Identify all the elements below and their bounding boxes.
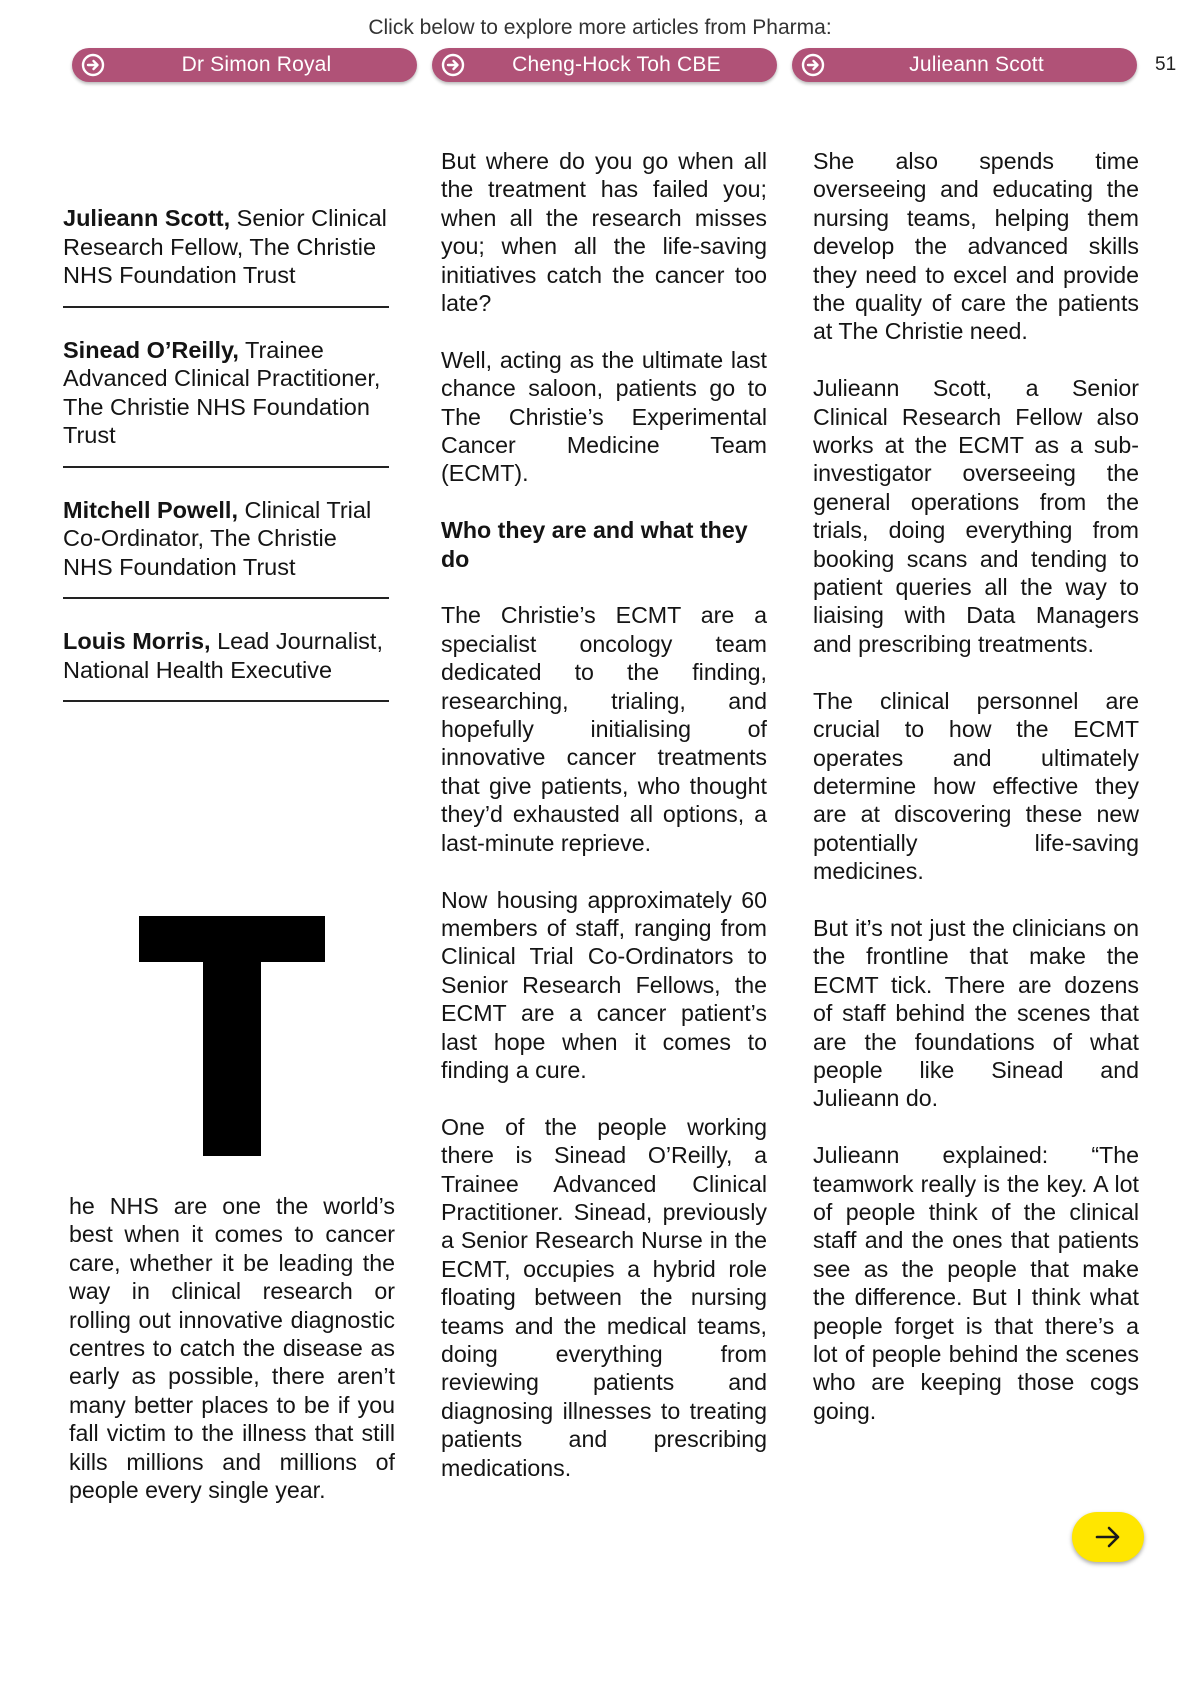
nav-button-label: Dr Simon Royal <box>181 53 332 76</box>
byline-name: Louis Morris, <box>63 628 211 654</box>
arrow-right-circle-icon <box>801 53 825 77</box>
nav-button-dr-simon-royal[interactable] <box>72 48 417 82</box>
byline-name: Julieann Scott, <box>63 205 231 231</box>
section-heading: Who they are and what they do <box>441 517 748 572</box>
nav-button-julieann-scott[interactable] <box>792 48 1137 82</box>
nav-button-cheng-hock-toh[interactable] <box>432 48 777 82</box>
article-paragraph: The clinical personnel are crucial to how the ECMT operates and ultimately determine how effective they are at discovering these new potentially life-saving medicines. <box>813 687 1139 885</box>
article-paragraph: But it’s not just the clinicians on the frontline that make the ECMT tick. There are dozens of staff behind the scenes that are the foundations of what people like Sinead and Julieann do. <box>813 914 1139 1112</box>
article-paragraph: Now housing approximately 60 members of staff, ranging from Clinical Trial Co-Ordinators to Senior Research Fellows, the ECMT are a cancer patient’s last hope when it comes to finding a cure. <box>441 886 767 1083</box>
arrow-right-icon <box>1094 1523 1122 1551</box>
arrow-right-circle-icon <box>81 53 105 77</box>
article-paragraph: The Christie’s ECMT are a specialist oncology team dedicated to the finding, researching, trialing, and hopefully initialising of innovative cancer treatments that give patients, who thought they’d exhausted all options, a last-minute reprieve. <box>441 602 767 856</box>
byline-name: Sinead O’Reilly, <box>63 336 239 363</box>
nav-button-label: Julieann Scott <box>909 53 1044 76</box>
next-page-button[interactable] <box>1072 1512 1144 1562</box>
page-number: 51 <box>1155 54 1177 75</box>
byline-role: Clinical Trial Co-Ordinator, The Christie NHS Foundation Trust <box>63 496 372 580</box>
article-paragraph: Julieann Scott, a Senior Clinical Research Fellow also works at the ECMT as a sub-investigator overseeing the general operations from the trials, doing everything from booking scans and tending to patient queries all the way to liaising with Data Managers and prescribing treatments. <box>813 375 1139 657</box>
article-column-1 <box>69 1192 395 1533</box>
byline-louis-morris <box>63 621 389 702</box>
byline-role: Trainee Advanced Clinical Practitioner, The Christie NHS Foundation Trust <box>63 336 381 448</box>
byline-role: Lead Journalist, National Health Executive <box>63 628 383 683</box>
drop-cap-letter <box>139 916 325 1156</box>
article-paragraph: he NHS are one the world’s best when it comes to cancer care, whether it be leading the way in clinical research or rolling out innovative diagnostic centres to catch the disease as early as possible, there aren’t many better places to be if you fall victim to the illness that still kills millions and millions of people every single year. <box>69 1193 395 1504</box>
article-paragraph: She also spends time overseeing and educating the nursing teams, helping them develop the advanced skills they need to excel and provide the quality of care the patients at The Christie need. <box>813 148 1139 345</box>
article-paragraph: But where do you go when all the treatment has failed you; when all the research misses you; when all the life-saving initiatives catch the cancer too late? <box>441 148 767 317</box>
arrow-right-circle-icon <box>441 53 465 77</box>
article-paragraph: Well, acting as the ultimate last chance saloon, patients go to The Christie’s Experimental Cancer Medicine Team (ECMT). <box>441 346 767 487</box>
article-column-3 <box>813 147 1139 1454</box>
article-paragraph: Julieann explained: “The teamwork really is the key. A lot of people think of the clinical staff and the ones that patients see as the people that make the difference. But I think what people forget is that there’s a lot of people behind the scenes who are keeping those cogs going. <box>813 1142 1139 1424</box>
explore-caption: Click below to explore more articles from Pharma: <box>368 16 832 39</box>
byline-name: Mitchell Powell, <box>63 496 238 523</box>
byline-sinead-oreilly <box>63 330 389 468</box>
byline-list <box>63 198 389 724</box>
nav-button-label: Cheng-Hock Toh CBE <box>512 53 721 76</box>
article-column-2 <box>441 147 767 1510</box>
byline-julieann-scott <box>63 198 389 308</box>
article-paragraph: One of the people working there is Sinead O’Reilly, a Trainee Advanced Clinical Practitioner. Sinead, previously a Senior Research Nurse in the ECMT, occupies a hybrid role floating between the nursing teams and the medical teams, doing everything from reviewing patients and diagnosing illnesses to treating patients and prescribing medications. <box>441 1113 767 1481</box>
byline-role: Senior Clinical Research Fellow, The Christie NHS Foundation Trust <box>63 205 387 288</box>
byline-mitchell-powell <box>63 490 389 600</box>
